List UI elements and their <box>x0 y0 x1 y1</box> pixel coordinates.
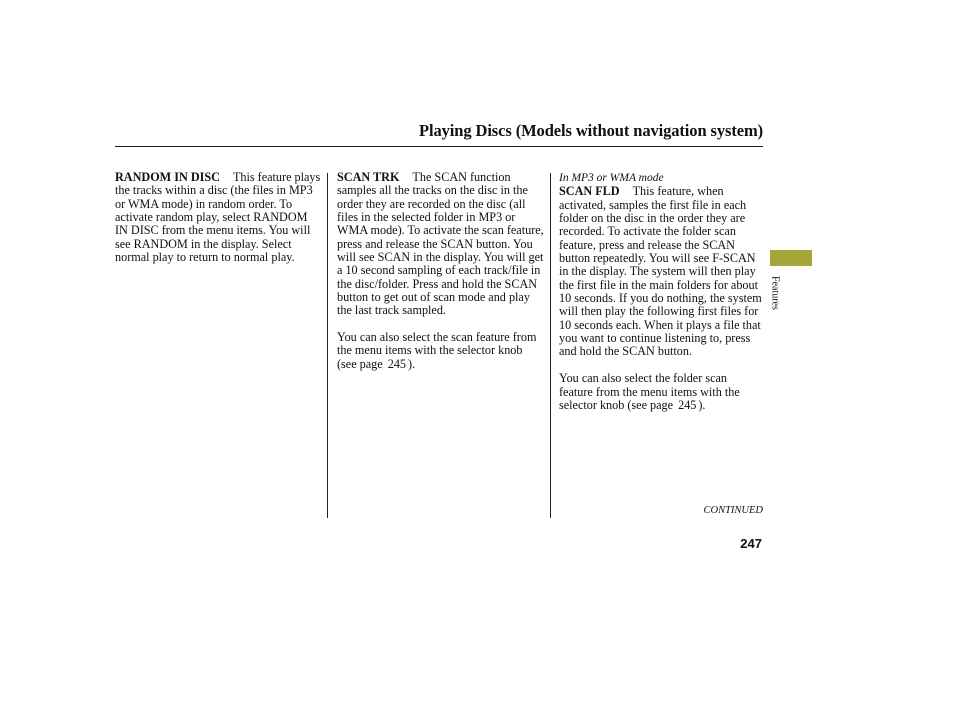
scan-fld-text: This feature, when activated, samples the first file in each folder on the disc in the order they are recorded. To activate the folder scan feature, press and release the SCAN button repeatedly. You will see F-SCAN in the display. The system will then play the first file in the main folders for about 10 seconds. If you do nothing, the system will then play the following first files for 10 seconds each. When it plays a file that you want to continue listening to, press and hold the SCAN button. <box>559 184 762 359</box>
scan-fld-heading: SCAN FLD <box>559 184 620 199</box>
random-in-disc-heading: RANDOM IN DISC <box>115 170 220 184</box>
title-rule <box>115 146 763 147</box>
scan-trk-page-ref-link[interactable]: 245 <box>387 356 407 371</box>
scan-fld-menu-text: You can also select the folder scan feature from the menu items with the selector knob (see page <box>559 371 740 412</box>
continued-label: CONTINUED <box>703 505 763 516</box>
column-scan-trk <box>337 171 545 371</box>
scan-trk-menu-paragraph <box>337 331 545 371</box>
mp3-wma-mode-note: In MP3 or WMA mode <box>559 172 664 184</box>
scan-fld-menu-text-end: ). <box>698 397 706 412</box>
page-title: Playing Discs (Models without navigation system) <box>419 121 763 140</box>
column-random-in-disc <box>115 171 321 264</box>
section-tab-label: Features <box>769 276 781 310</box>
random-in-disc-paragraph <box>115 171 321 264</box>
random-in-disc-text: This feature plays the tracks within a disc (the files in MP3 or WMA mode) in random order. To activate random play, select RANDOM IN DISC from the menu items. You will see RANDOM in the display. Select normal play to return to normal play. <box>115 170 321 265</box>
scan-trk-heading: SCAN TRK <box>337 170 400 184</box>
scan-fld-menu-paragraph <box>559 372 763 412</box>
column-scan-fld <box>559 172 763 412</box>
column-divider-2 <box>550 173 551 518</box>
scan-trk-paragraph <box>337 171 545 318</box>
column-divider-1 <box>327 173 328 518</box>
scan-fld-paragraph <box>559 185 763 358</box>
scan-trk-menu-text: You can also select the scan feature from the menu items with the selector knob (see page <box>337 330 537 371</box>
page-number: 247 <box>740 536 762 551</box>
scan-trk-menu-text-end: ). <box>408 356 416 371</box>
scan-trk-text: The SCAN function samples all the tracks on the disc in the order they are recorded on the disc (all files in the selected folder in MP3 or WMA mode). To activate the scan feature, press and release the SCAN button. You will see SCAN in the display. You will get a 10 second sampling of each track/file in the disc/folder. Press and hold the SCAN button to get out of scan mode and play the last track sampled. <box>337 170 544 318</box>
scan-fld-page-ref-link[interactable]: 245 <box>678 397 697 412</box>
section-tab-marker <box>770 250 812 266</box>
